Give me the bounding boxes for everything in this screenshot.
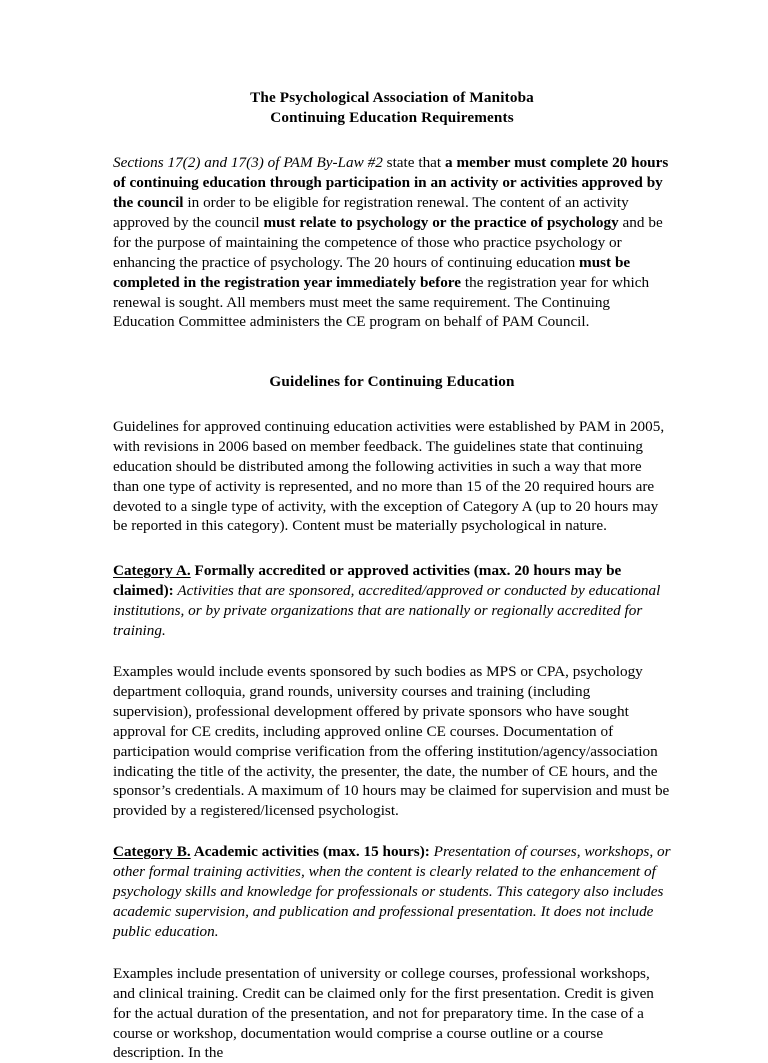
text-run-bold-underline: Category A. bbox=[113, 562, 191, 580]
document-title bbox=[113, 88, 671, 127]
text-run-normal: state that bbox=[382, 154, 446, 172]
category-b-heading bbox=[113, 842, 671, 942]
text-run-normal: and be for the purpose of maintaining the competence of those who practice psychology or enhancing the practice of psychology. The 20 hours of continuing education bbox=[113, 213, 663, 271]
text-run-italic: Activities that are sponsored, accredited/approved or conducted by educational institutions, or by private organizations that are nationally or regionally accredited for training. bbox=[113, 582, 661, 640]
spacer-after-guidelines bbox=[113, 392, 671, 417]
spacer-before-category-b bbox=[113, 821, 671, 842]
text-run-normal: in order to be eligible for registration renewal. The content of an activity approved by the council bbox=[113, 194, 629, 231]
text-run-normal: the registration year for which renewal is sought. All members must meet the same requirement. The Continuing Education Committee administers the CE program on behalf of PAM Council. bbox=[113, 273, 650, 331]
spacer-title bbox=[113, 127, 671, 153]
text-run-bold: a member must complete 20 hours of continuing education through participation in an activity or activities approved by the council bbox=[113, 154, 669, 211]
text-run-bold: Formally accredited or approved activities (max. 20 hours may be claimed): bbox=[113, 562, 622, 600]
guidelines-section-heading: Guidelines for Continuing Education bbox=[269, 373, 515, 391]
text-run-normal: Guidelines for approved continuing education activities were established by PAM in 2005, with revisions in 2006 based on member feedback. The guidelines state that continuing education should be distributed among the following activities in such a way that more than one type of activity is represented, and no more than 15 of the 20 required hours are devoted to a single type of activity, with the exception of Category A (up to 20 hours may be reported in this category). Content must be materially psychological in nature. bbox=[113, 417, 665, 535]
guidelines-paragraph bbox=[113, 417, 671, 536]
text-run-bold: Academic activities (max. 15 hours): bbox=[190, 843, 430, 861]
category-a-heading bbox=[113, 561, 671, 641]
document-content bbox=[113, 88, 671, 1063]
spacer-category-a-examples bbox=[113, 641, 671, 662]
document-title-line-1: The Psychological Association of Manitoba bbox=[250, 89, 534, 106]
text-run-normal: Examples would include events sponsored by such bodies as MPS or CPA, psychology department colloquia, grand rounds, university courses and training (including supervision), professional development offered by private sponsors who have sought approval for CE credits, including approved online CE courses. Documentation of participation would comprise verification from the offering institution/agency/association indicating the title of the activity, the presenter, the date, the number of CE hours, and the sponsor’s credentials. A maximum of 10 hours may be claimed for supervision and must be provided by a registered/licensed psychologist. bbox=[113, 663, 670, 820]
document-title-line-2: Continuing Education Requirements bbox=[270, 108, 514, 126]
text-run-italic: Sections 17(2) and 17(3) of PAM By-Law #2 bbox=[113, 154, 383, 172]
intro-paragraph bbox=[113, 153, 671, 332]
category-b-examples-paragraph bbox=[113, 964, 671, 1063]
text-run-bold: must be completed in the registration year immediately before bbox=[113, 253, 631, 291]
spacer-before-category-a bbox=[113, 536, 671, 561]
category-a-examples-paragraph bbox=[113, 662, 671, 821]
text-run-normal: Examples include presentation of university or college courses, professional workshops, and clinical training. Credit can be claimed only for the first presentation. Credit is given for the actual duration of the presentation, and not for preparatory time. In the case of a course or workshop, documentation would comprise a course outline or a course description. In the bbox=[113, 964, 654, 1062]
spacer-category-b-examples bbox=[113, 942, 671, 964]
text-run-bold: must relate to psychology or the practice of psychology bbox=[263, 213, 619, 231]
spacer-before-guidelines bbox=[113, 332, 671, 372]
text-run-bold-underline: Category B. bbox=[113, 843, 191, 861]
text-run-italic: Presentation of courses, workshops, or other formal training activities, when the content is clearly related to the enhancement of psychology skills and knowledge for professionals or students. This category also includes academic supervision, and publication and professional presentation. It does not include public education. bbox=[113, 843, 671, 940]
